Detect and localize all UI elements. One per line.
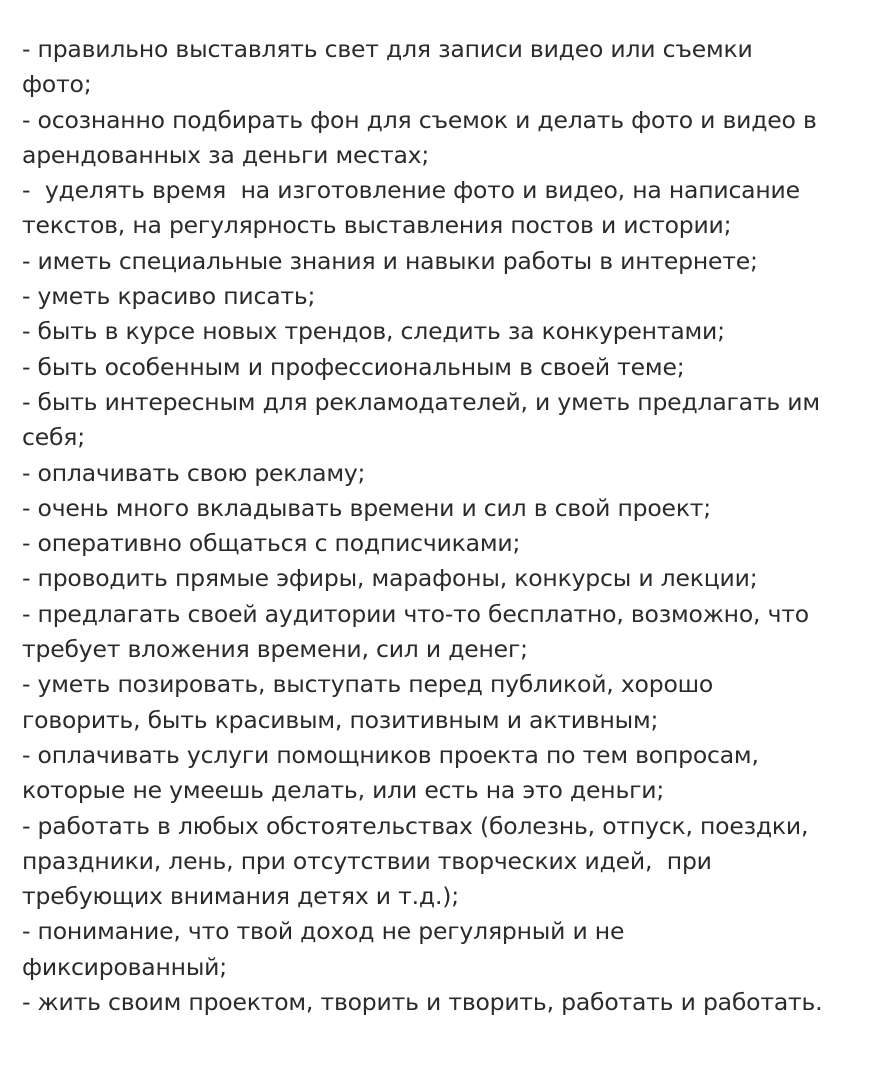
text-line: - быть интересным для рекламодателей, и уметь предлагать им (22, 387, 820, 416)
text-line: фиксированный; (22, 952, 227, 981)
text-line: арендованных за деньги местах; (22, 140, 430, 169)
text-line: - уделять время на изготовление фото и видео, на написание (22, 176, 800, 205)
text-line: говорить, быть красивым, позитивным и активным; (22, 705, 659, 734)
text-line: праздники, лень, при отсутствии творческих идей, при (22, 846, 712, 875)
text-line: - предлагать своей аудитории что-то бесплатно, возможно, что (22, 599, 809, 628)
text-line: - правильно выставлять свет для записи видео или съемки (22, 35, 753, 63)
document-text (22, 32, 882, 1020)
text-line: - уметь позировать, выступать перед публикой, хорошо (22, 670, 714, 699)
text-line: требующих внимания детях и т.д.); (22, 882, 459, 911)
text-line: - оплачивать услуги помощников проекта по тем вопросам, (22, 740, 759, 769)
text-line: требует вложения времени, сил и денег; (22, 635, 528, 664)
text-line: текстов, на регулярность выставления постов и истории; (22, 211, 732, 240)
text-line: фото; (22, 70, 92, 99)
text-line: - очень много вкладывать времени и сил в свой проект; (22, 493, 712, 522)
text-line: - оперативно общаться с подписчиками; (22, 529, 521, 558)
text-line: - быть особенным и профессиональным в своей теме; (22, 352, 685, 381)
text-line: - оплачивать свою рекламу; (22, 458, 366, 487)
text-line: себя; (22, 423, 85, 452)
text-line: - работать в любых обстоятельствах (болезнь, отпуск, поездки, (22, 811, 809, 840)
text-line: - понимание, что твой доход не регулярный и не (22, 917, 625, 946)
text-line: - осознанно подбирать фон для съемок и делать фото и видео в (22, 105, 817, 134)
text-line: - жить своим проектом, творить и творить, работать и работать. (22, 988, 823, 1017)
text-line: - иметь специальные знания и навыки работы в интернете; (22, 246, 758, 275)
text-line: - проводить прямые эфиры, марафоны, конкурсы и лекции; (22, 564, 758, 593)
text-line: - уметь красиво писать; (22, 282, 316, 311)
text-line: которые не умеешь делать, или есть на это деньги; (22, 776, 665, 805)
text-line: - быть в курсе новых трендов, следить за конкурентами; (22, 317, 725, 346)
